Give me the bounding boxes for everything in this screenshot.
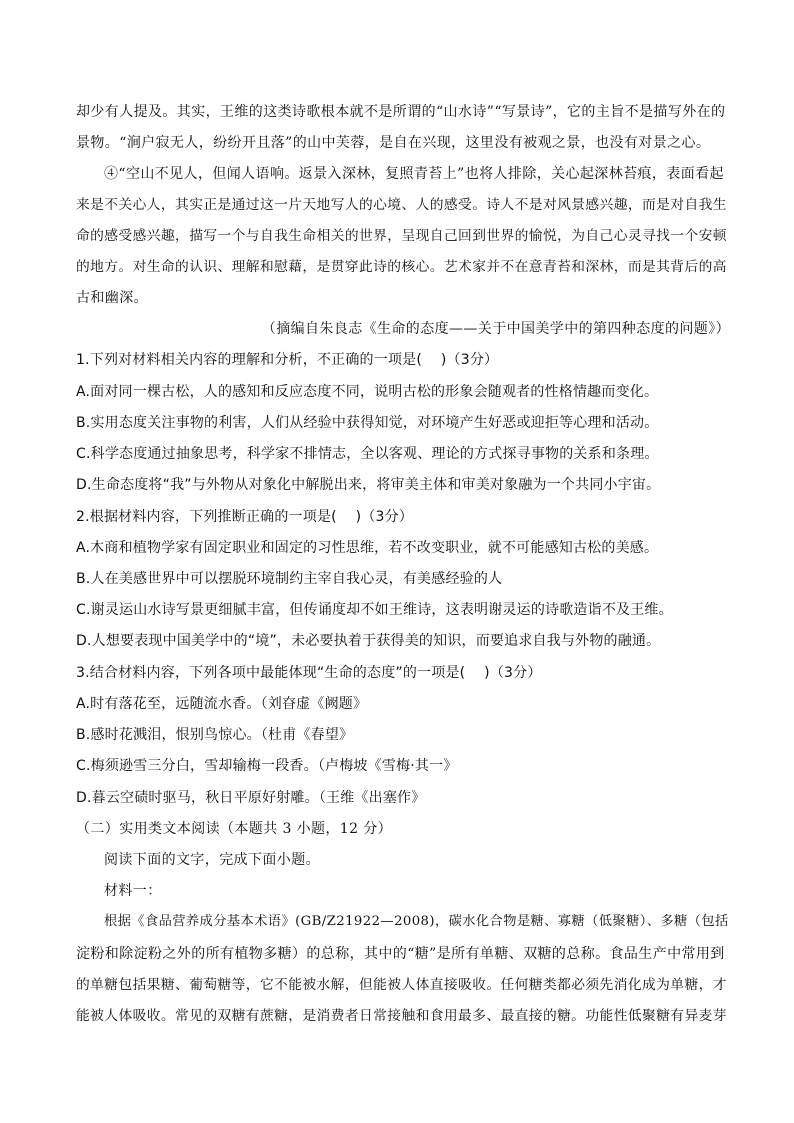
question-stem: 1.下列对材料相关内容的理解和分析，不正确的一项是( )（3分）	[76, 352, 499, 368]
passage-line: 古和幽深。	[76, 290, 148, 306]
question-option: C.梅须逊雪三分白，雪却输梅一段香。（卢梅坡《雪梅·其一》	[76, 758, 458, 774]
question-option: A.木商和植物学家有固定职业和固定的习性思维，若不改变职业，就不可能感知古松的美感。	[76, 540, 659, 556]
question-option: B.感时花溅泪，恨别鸟惊心。（杜甫《春望》	[76, 727, 354, 743]
material-line: 能被人体吸收。常见的双糖有蔗糖，是消费者日常接触和食用最多、最直接的糖。功能性低聚糖有异麦芽	[76, 1008, 727, 1024]
passage-line: ④“空山不见人，但闻人语响。返景入深林，复照青苔上”也将人排除，关心起深林苔痕，表面看起	[104, 166, 724, 182]
source-citation: （摘编自朱良志《生命的态度——关于中国美学中的第四种态度的问题》）	[261, 321, 730, 337]
passage-line: 却少有人提及。其实，王维的这类诗歌根本就不是所谓的“山水诗”“写景诗”，它的主旨不是描写外在的	[76, 104, 726, 120]
material-line: 淀粉和除淀粉之外的所有植物多糖）的总称，其中的“糖”是所有单糖、双糖的总称。食品生产中常用到	[76, 946, 725, 962]
section-instruction: 阅读下面的文字，完成下面小题。	[104, 852, 320, 868]
question-option: D.暮云空碛时驱马，秋日平原好射雕。（王维《出塞作》	[76, 790, 426, 806]
question-stem: 3.结合材料内容，下列各项中最能体现“生命的态度”的一项是( )（3分）	[76, 665, 542, 681]
question-option: C.科学态度通过抽象思考，科学家不排情志，全以客观、理论的方式探寻事物的关系和条理。	[76, 446, 659, 462]
section-heading: （二）实用类文本阅读（本题共 3 小题，12 分）	[76, 821, 393, 837]
passage-line: 景物。“涧户寂无人，纷纷开且落”的山中芙蓉，是自在兴现，这里没有被观之景，也没有对景之心。	[76, 135, 711, 151]
question-option: D.人想要表现中国美学中的“境”，未必要执着于获得美的知识，而要追求自我与外物的融通。	[76, 633, 661, 649]
material-line: 根据《食品营养成分基本术语》(GB/Z21922—2008)，碳水化合物是糖、寡糖（低聚糖）、多糖（包括	[104, 914, 729, 929]
material-label: 材料一：	[104, 883, 162, 899]
passage-line: 来是不关心人，其实正是通过这一片天地写人的心境、人的感受。诗人不是对风景感兴趣，而是对自我生	[76, 197, 727, 213]
question-option: C.谢灵运山水诗写景更细腻丰富，但传诵度却不如王维诗，这表明谢灵运的诗歌造诣不及王维。	[76, 602, 673, 618]
question-option: B.实用态度关注事物的利害，人们从经验中获得知觉，对环境产生好恶或迎拒等心理和活动。	[76, 415, 659, 431]
passage-line: 命的感受感兴趣，描写一个与自我生命相关的世界，呈现自己回到世界的愉悦，为自己心灵寻找一个安顿	[76, 228, 727, 244]
question-stem: 2.根据材料内容，下列推断正确的一项是( )（3分）	[76, 509, 414, 525]
question-option: A.时有落花至，远随流水香。（刘昚虚《阙题》	[76, 696, 368, 712]
passage-line: 的地方。对生命的认识、理解和慰藉，是贯穿此诗的核心。艺术家并不在意青苔和深林，而是其背后的高	[76, 259, 727, 275]
question-option: B.人在美感世界中可以摆脱环境制约主宰自我心灵，有美感经验的人	[76, 571, 503, 587]
question-option: A.面对同一棵古松，人的感知和反应态度不同，说明古松的形象会随观者的性格情趣而变化。	[76, 384, 659, 400]
question-option: D.生命态度将“我”与外物从对象化中解脱出来，将审美主体和审美对象融为一个共同小宇宙。	[76, 477, 661, 493]
material-line: 的单糖包括果糖、葡萄糖等，它不能被水解，但能被人体直接吸收。任何糖类都必须先消化成为单糖，才	[76, 977, 727, 993]
